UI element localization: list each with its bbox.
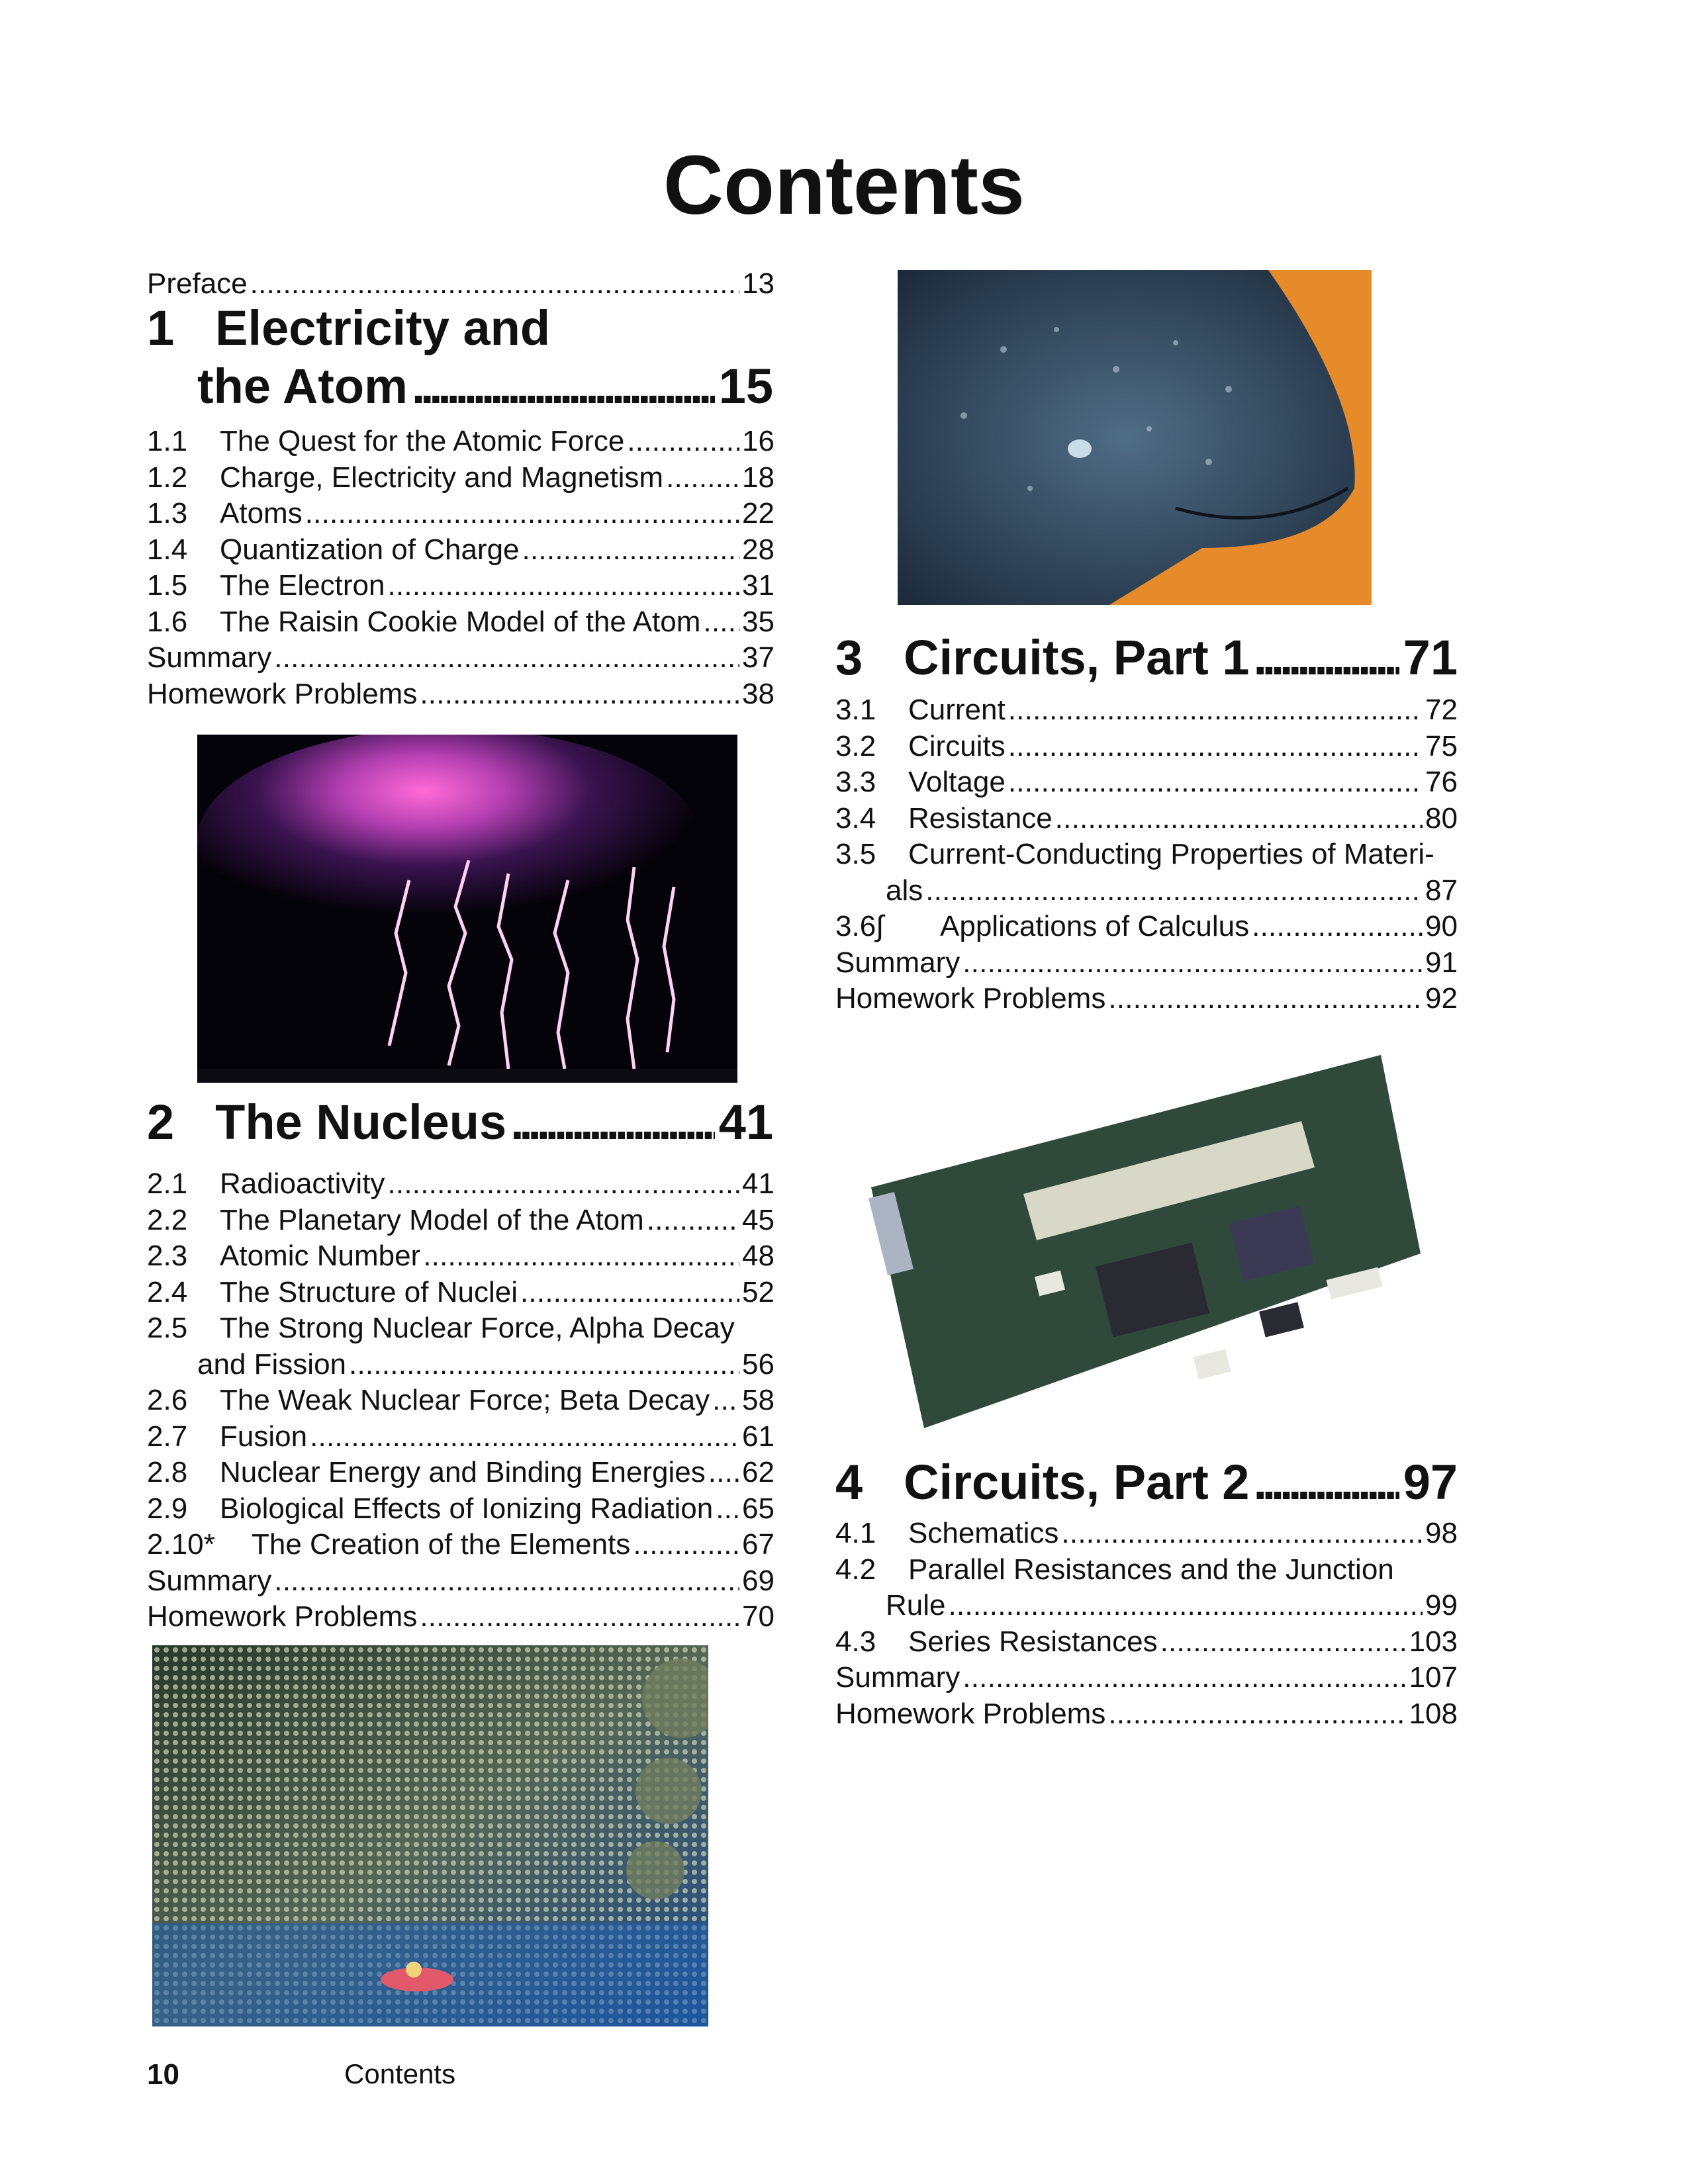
entry-page: 62 <box>742 1456 774 1488</box>
toc-entry-continued[interactable] <box>886 873 1458 909</box>
electric-eel-photo <box>898 270 1372 605</box>
entry-number: 2.6 <box>147 1384 188 1416</box>
entry-page: 67 <box>742 1528 774 1561</box>
entry-page: 38 <box>742 677 774 710</box>
entry-title: The Creation of the Elements <box>252 1528 631 1561</box>
entry-page: 16 <box>742 425 774 457</box>
entry-page: 61 <box>742 1420 774 1453</box>
entry-number: 2.9 <box>147 1492 188 1525</box>
toc-entry[interactable] <box>147 1383 774 1418</box>
entry-number: 2.1 <box>147 1167 188 1200</box>
toc-entry[interactable] <box>147 568 774 604</box>
entry-page: 13 <box>742 267 774 300</box>
entry-title: Biological Effects of Ionizing Radiation <box>220 1492 714 1525</box>
toc-entry[interactable] <box>835 1660 1458 1696</box>
toc-entry[interactable] <box>147 1455 774 1490</box>
entry-page: 80 <box>1425 801 1458 835</box>
entry-number: 4.1 <box>835 1517 876 1549</box>
toc-entry[interactable] <box>147 496 774 531</box>
chapter-1-heading[interactable] <box>147 299 550 357</box>
entry-number: 1.3 <box>147 497 188 529</box>
entry-title-cont: and Fission <box>197 1347 347 1381</box>
entry-title: The Strong Nuclear Force, Alpha Decay <box>220 1312 735 1344</box>
entry-number: 4.2 <box>835 1553 876 1586</box>
footer-label: Contents <box>344 2058 456 2089</box>
entry-page: 65 <box>742 1492 774 1525</box>
entry-title: The Structure of Nuclei <box>220 1275 518 1308</box>
entry-title: Summary <box>147 1564 272 1597</box>
entry-title: The Electron <box>220 569 385 602</box>
toc-entry[interactable] <box>835 801 1458 837</box>
entry-number: 3.2 <box>835 729 876 762</box>
chapter-title-line1: Electricity and <box>215 300 551 355</box>
entry-title: Nuclear Energy and Binding Energies <box>220 1456 706 1488</box>
toc-entry[interactable] <box>147 532 774 568</box>
toc-entry[interactable] <box>835 1552 1394 1588</box>
toc-entry-preface[interactable] <box>147 266 774 302</box>
entry-page: 103 <box>1409 1625 1458 1658</box>
entry-number: 2.10* <box>147 1528 215 1561</box>
chapter-number: 3 <box>835 630 863 685</box>
entry-title: Atoms <box>220 497 303 529</box>
toc-entry[interactable] <box>147 1599 774 1635</box>
entry-title: Homework Problems <box>835 982 1106 1015</box>
chapter-page: 15 <box>718 359 773 414</box>
entry-title: Summary <box>147 641 272 674</box>
entry-title: Resistance <box>908 801 1053 835</box>
entry-number: 2.5 <box>147 1312 188 1344</box>
entry-page: 98 <box>1425 1517 1458 1549</box>
toc-entry[interactable] <box>835 729 1458 764</box>
chapter-4-heading[interactable] <box>835 1453 1458 1512</box>
entry-page: 75 <box>1425 729 1458 762</box>
entry-number: 2.7 <box>147 1420 188 1453</box>
entry-page: 28 <box>742 533 774 566</box>
circuit-board-photo <box>865 1055 1421 1428</box>
entry-page: 22 <box>742 497 774 529</box>
entry-title: Parallel Resistances and the Junction <box>908 1553 1394 1586</box>
entry-number: 3.4 <box>835 801 876 835</box>
chapter-2-heading[interactable] <box>147 1093 773 1152</box>
toc-entry[interactable] <box>147 1419 774 1455</box>
entry-page: 72 <box>1425 694 1458 726</box>
entry-title: The Weak Nuclear Force; Beta Decay <box>220 1384 710 1416</box>
entry-title: Circuits <box>908 729 1006 762</box>
toc-entry[interactable] <box>147 1203 774 1238</box>
toc-entry[interactable] <box>147 424 774 459</box>
chapter-number: 4 <box>835 1455 863 1510</box>
chapter-1-heading-cont[interactable] <box>197 357 773 416</box>
toc-entry[interactable] <box>147 1238 774 1274</box>
toc-entry[interactable] <box>147 1491 774 1527</box>
toc-entry[interactable] <box>147 460 774 496</box>
entry-page: 45 <box>742 1203 774 1236</box>
toc-entry[interactable] <box>835 764 1458 800</box>
entry-title-cont: als <box>886 874 923 907</box>
entry-page: 87 <box>1425 874 1458 907</box>
entry-page: 58 <box>742 1384 774 1416</box>
entry-number: 3.5 <box>835 838 876 870</box>
entry-page: 52 <box>742 1275 774 1308</box>
entry-page: 48 <box>742 1240 774 1272</box>
entry-number: 3.6∫ <box>835 910 884 942</box>
entry-page: 41 <box>742 1167 774 1200</box>
entry-page: 90 <box>1425 910 1458 942</box>
toc-entry-continued[interactable] <box>886 1588 1458 1623</box>
entry-number: 3.3 <box>835 766 876 798</box>
page-title: Contents <box>663 138 1025 232</box>
entry-title-cont: Rule <box>886 1589 946 1621</box>
toc-entry[interactable] <box>835 1516 1458 1551</box>
lightning-photo <box>197 735 737 1083</box>
entry-number: 1.5 <box>147 569 188 602</box>
toc-entry[interactable] <box>147 1166 774 1202</box>
toc-entry[interactable] <box>147 640 774 676</box>
toc-entry[interactable] <box>835 692 1458 728</box>
toc-entry[interactable] <box>835 837 1434 872</box>
chapter-3-heading[interactable] <box>835 629 1458 687</box>
entry-number: 2.8 <box>147 1456 188 1488</box>
entry-page: 35 <box>742 605 774 638</box>
chapter-title: The Nucleus <box>215 1095 507 1150</box>
entry-page: 56 <box>742 1347 774 1381</box>
entry-title: Homework Problems <box>147 1600 418 1633</box>
entry-title: Preface <box>147 267 248 300</box>
entry-number: 2.2 <box>147 1203 188 1236</box>
toc-entry[interactable] <box>147 1563 774 1599</box>
chapter-title: Circuits, Part 1 <box>904 630 1250 685</box>
toc-entry[interactable] <box>835 1624 1458 1660</box>
entry-page: 91 <box>1425 946 1458 979</box>
entry-page: 70 <box>742 1600 774 1633</box>
entry-title: Quantization of Charge <box>220 533 520 566</box>
entry-number: 2.3 <box>147 1240 188 1272</box>
chapter-page: 71 <box>1403 630 1458 685</box>
entry-title: Homework Problems <box>147 677 418 710</box>
toc-entry[interactable] <box>147 604 774 640</box>
footer-page-number: 10 <box>147 2058 179 2091</box>
entry-title: Current <box>908 694 1006 726</box>
toc-entry[interactable] <box>147 676 774 712</box>
toc-entry[interactable] <box>147 1527 774 1563</box>
entry-number: 1.2 <box>147 461 188 494</box>
entry-title: Radioactivity <box>220 1167 385 1200</box>
entry-number: 3.1 <box>835 694 876 726</box>
chapter-number: 2 <box>147 1095 175 1150</box>
entry-page: 37 <box>742 641 774 674</box>
chapter-page: 97 <box>1403 1455 1458 1510</box>
entry-title: Fusion <box>220 1420 308 1453</box>
entry-title: Voltage <box>908 766 1006 798</box>
entry-title: Applications of Calculus <box>940 910 1250 942</box>
toc-entry[interactable] <box>147 1310 735 1346</box>
entry-title: The Quest for the Atomic Force <box>220 425 625 457</box>
entry-page: 107 <box>1409 1661 1458 1694</box>
entry-number: 1.4 <box>147 533 188 566</box>
entry-title: Series Resistances <box>908 1625 1158 1658</box>
entry-title: Schematics <box>908 1517 1059 1549</box>
entry-title: The Planetary Model of the Atom <box>220 1203 644 1236</box>
entry-page: 31 <box>742 569 774 602</box>
chapter-page: 41 <box>718 1095 773 1150</box>
chapter-number: 1 <box>147 300 175 355</box>
toc-entry[interactable] <box>835 1696 1458 1732</box>
entry-number: 1.6 <box>147 605 188 638</box>
entry-number: 4.3 <box>835 1625 876 1658</box>
entry-number: 2.4 <box>147 1275 188 1308</box>
entry-page: 76 <box>1425 766 1458 798</box>
toc-entry[interactable] <box>835 909 1458 944</box>
entry-title: Current-Conducting Properties of Materi- <box>908 838 1434 870</box>
toc-entry[interactable] <box>147 1275 774 1310</box>
entry-page: 108 <box>1409 1697 1458 1730</box>
entry-title: Atomic Number <box>220 1240 421 1272</box>
entry-page: 18 <box>742 461 774 494</box>
entry-title: Homework Problems <box>835 1697 1106 1730</box>
chapter-title: Circuits, Part 2 <box>904 1455 1250 1510</box>
toc-entry[interactable] <box>835 945 1458 981</box>
entry-title: The Raisin Cookie Model of the Atom <box>220 605 701 638</box>
toc-entry-continued[interactable] <box>197 1347 774 1383</box>
entry-title: Charge, Electricity and Magnetism <box>220 461 664 494</box>
entry-page: 92 <box>1425 982 1458 1015</box>
entry-page: 99 <box>1425 1589 1458 1621</box>
entry-title: Summary <box>835 946 961 979</box>
chapter-title-line2: the Atom <box>197 359 408 414</box>
neutrino-detector-photo <box>152 1645 708 2026</box>
entry-number: 1.1 <box>147 425 188 457</box>
toc-entry[interactable] <box>835 981 1458 1017</box>
entry-page: 69 <box>742 1564 774 1597</box>
entry-title: Summary <box>835 1661 961 1694</box>
